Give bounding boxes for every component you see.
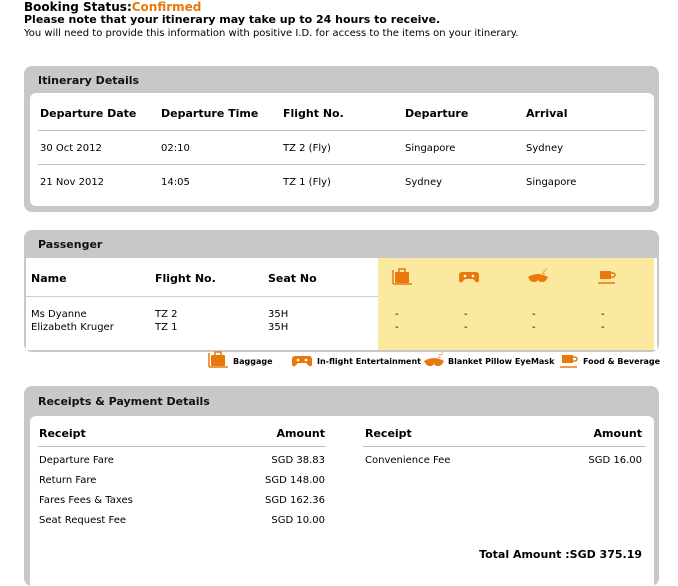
cell-entertainment: - bbox=[464, 322, 468, 333]
divider bbox=[38, 446, 326, 447]
svg-text:z: z bbox=[545, 268, 548, 272]
divider bbox=[38, 164, 646, 165]
cell-flight: TZ 1 bbox=[155, 322, 178, 333]
col-amount-left: Amount bbox=[276, 427, 325, 440]
legend-baggage: Baggage bbox=[233, 357, 273, 366]
cell-pillow: - bbox=[532, 322, 536, 333]
col-departure: Departure bbox=[405, 107, 469, 120]
passenger-table bbox=[26, 258, 657, 350]
food-icon bbox=[597, 268, 617, 286]
col-flight-no: Flight No. bbox=[283, 107, 344, 120]
itinerary-note: Please note that your itinerary may take up to 24 hours to receive. bbox=[24, 13, 441, 26]
receipts-table bbox=[30, 416, 654, 586]
col-flight-no: Flight No. bbox=[155, 272, 216, 285]
divider bbox=[38, 130, 646, 131]
booking-status bbox=[24, 0, 201, 14]
receipt-label: Departure Fare bbox=[39, 455, 114, 466]
receipt-amount: SGD 10.00 bbox=[271, 515, 325, 526]
cell-flight: TZ 2 bbox=[155, 309, 178, 320]
col-arrival: Arrival bbox=[526, 107, 568, 120]
total-amount: Total Amount :SGD 375.19 bbox=[479, 548, 642, 561]
cell-time: 14:05 bbox=[161, 177, 190, 188]
receipt-amount: SGD 162.36 bbox=[265, 495, 325, 506]
legend-food: Food & Beverage bbox=[583, 357, 661, 366]
svg-text:z: z bbox=[438, 353, 442, 360]
col-receipt-right: Receipt bbox=[365, 427, 412, 440]
svg-text:z: z bbox=[441, 352, 444, 356]
col-departure-time: Departure Time bbox=[161, 107, 259, 120]
gamepad-icon bbox=[459, 270, 479, 284]
cell-time: 02:10 bbox=[161, 143, 190, 154]
receipt-amount: SGD 148.00 bbox=[265, 475, 325, 486]
receipt-amount: SGD 38.83 bbox=[271, 455, 325, 466]
cell-flight: TZ 2 (Fly) bbox=[283, 143, 331, 154]
divider bbox=[26, 296, 378, 297]
cell-seat: 35H bbox=[268, 309, 289, 320]
cell-date: 30 Oct 2012 bbox=[40, 143, 102, 154]
receipt-amount: SGD 16.00 bbox=[588, 455, 642, 466]
itinerary-table bbox=[30, 93, 654, 206]
receipt-label: Return Fare bbox=[39, 475, 97, 486]
cell-food: - bbox=[601, 322, 605, 333]
divider bbox=[363, 446, 646, 447]
passenger-name: Elizabeth Kruger bbox=[31, 322, 114, 333]
cell-arrival: Singapore bbox=[526, 177, 577, 188]
cell-date: 21 Nov 2012 bbox=[40, 177, 105, 188]
passenger-title: Passenger bbox=[38, 238, 103, 251]
passenger-name: Ms Dyanne bbox=[31, 309, 87, 320]
col-amount-right: Amount bbox=[593, 427, 642, 440]
booking-status-value: Confirmed bbox=[131, 0, 202, 14]
cell-departure: Singapore bbox=[405, 143, 456, 154]
receipts-title: Receipts & Payment Details bbox=[38, 395, 210, 408]
cell-seat: 35H bbox=[268, 322, 289, 333]
cell-departure: Sydney bbox=[405, 177, 443, 188]
legend-pillow: Blanket Pillow EyeMask bbox=[448, 357, 555, 366]
cell-baggage: - bbox=[395, 309, 399, 320]
food-icon bbox=[559, 352, 579, 370]
svg-text:z: z bbox=[542, 269, 546, 276]
cell-baggage: - bbox=[395, 322, 399, 333]
itinerary-panel bbox=[24, 66, 659, 212]
cell-arrival: Sydney bbox=[526, 143, 564, 154]
booking-status-label: Booking Status: bbox=[24, 0, 132, 14]
receipts-panel bbox=[24, 386, 659, 586]
col-seat-no: Seat No bbox=[268, 272, 317, 285]
baggage-icon bbox=[208, 351, 230, 369]
eyemask-icon bbox=[527, 268, 549, 284]
passenger-panel bbox=[24, 230, 659, 352]
cell-entertainment: - bbox=[464, 309, 468, 320]
receipt-label: Fares Fees & Taxes bbox=[39, 495, 133, 506]
receipt-label: Seat Request Fee bbox=[39, 515, 127, 526]
baggage-icon bbox=[392, 268, 414, 286]
cell-pillow: - bbox=[532, 309, 536, 320]
itinerary-title: Itinerary Details bbox=[38, 74, 140, 87]
legend-entertainment: In-flight Entertainment bbox=[317, 357, 421, 366]
cell-food: - bbox=[601, 309, 605, 320]
col-departure-date: Departure Date bbox=[40, 107, 137, 120]
gamepad-icon bbox=[292, 354, 312, 368]
cell-flight: TZ 1 (Fly) bbox=[283, 177, 331, 188]
col-name: Name bbox=[31, 272, 67, 285]
id-note: You will need to provide this information with positive I.D. for access to the items on your itinerary. bbox=[24, 28, 519, 39]
eyemask-icon bbox=[423, 352, 445, 368]
col-receipt-left: Receipt bbox=[39, 427, 86, 440]
receipt-label: Convenience Fee bbox=[365, 455, 451, 466]
